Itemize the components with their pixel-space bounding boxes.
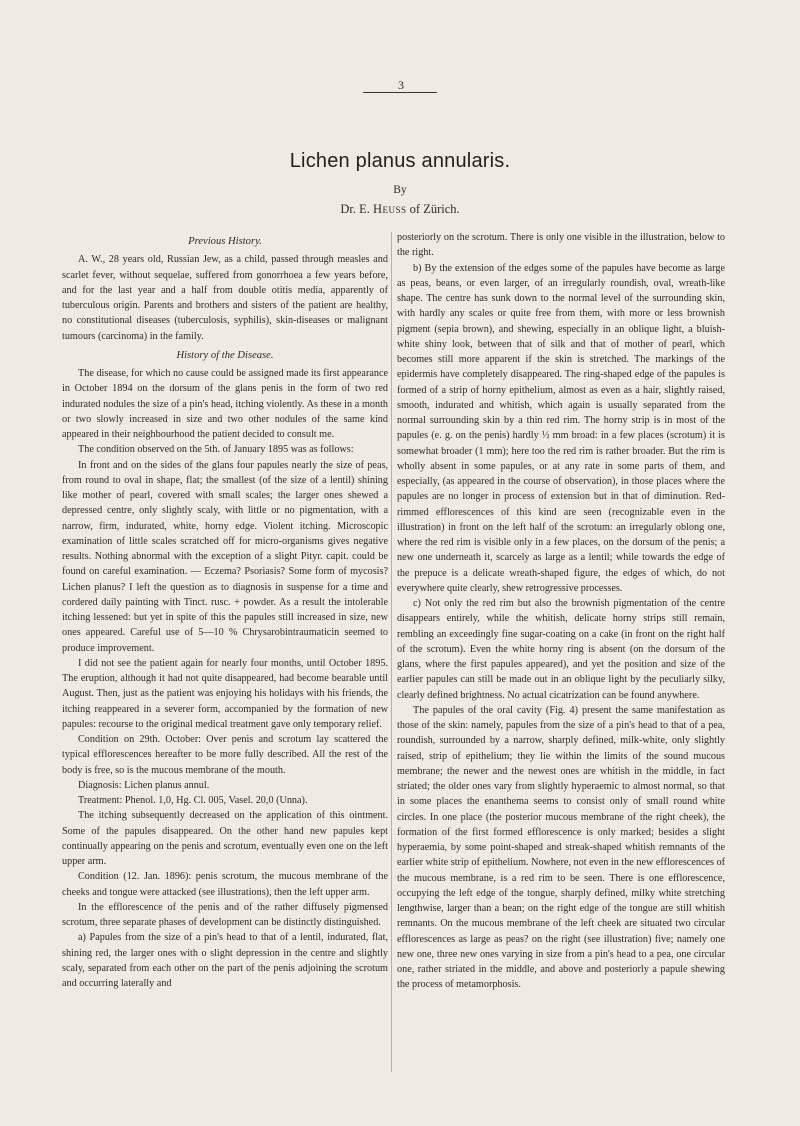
paragraph: Diagnosis: Lichen planus annul. [78, 779, 210, 791]
author-name: Heuss [372, 202, 407, 216]
byline: By [393, 184, 407, 196]
paragraph: In the efflorescence of the penis and of the rather diffusely pigmensed scrotum, three separate phases of development can be distinctly distinguished. [62, 901, 388, 928]
page-number: 3 [398, 78, 404, 92]
page-number-rule [363, 92, 437, 93]
paragraph: In front and on the sides of the glans four papules nearly the size of peas, from round to oval in shape, flat; the smallest (of the size of a lentil) shining like mother of pearl, covered with small scales; the larger ones shewed a depressed centre, only slightly scaly, with little or no pigmentation, with a narrow, firm, indurated, white, horny edge. Violent itching. Microscopic examination of little scales scratched off for micro-organisms gives negative results. Nothing abnormal with the exception of a slight Pityr. capit. could be found on careful examination. — Eczema? Psoriasis? Some form of mycosis? Lichen planus? I left the question as to diagnosis in suspense for a time and cordered daily painting with Tinct. rusc. + powder. As a result the intolerable itching lessened: but yet in spite of this the papules still increased in size, new ones appeared. Careful use of 5—10 % Chrysarobintraumaticin seemed to produce improvement. [62, 459, 388, 654]
paragraph: The papules of the oral cavity (Fig. 4) present the same manifestation as those of the skin: namely, papules from the size of a pin's head to that of a pea, roundish, surrounded by a narrow, sharply defined, milk-white, only slightly raised, strip of epithelium; they lie within the limits of the sound mucous membrane; the newer and the newest ones are whitish in the middle, in fact striated; the older ones vary from slightly hyperaemic to almost normal, so that in some places the enanthema seems to consist only of small round white circles. In one place (the posterior mucous membrane of the right cheek), the formation of the first formed efflorescence is only marked; besides a slight hyperaemia, by some point-shaped and streak-shaped whitish remnants of the earlier white strip of epithelium. Nowhere, not even in the new efflorescences of the mucous membrane, is a red rim to be seen. There is one efflorescence, occupying the left edge of the tongue, sharply defined, milky white stretching lengthwise, larger than a bean; on the right edge of the tongue are still whitish remnants. On the mucous membrane of the left cheek are situated two circular efflorescences as large as peas? on the right (see illustration) five; namely one new one, three new ones varying in size from a pin's head to a pea, one circular one, rather striated in the middle, and above and posteriorly a papule shewing the process of metamorphosis. [397, 704, 725, 991]
paragraph: b) By the extension of the edges some of the papules have become as large as peas, beans, or even larger, of an irregularly roundish, oval, wreath-like shape. The centre has sunk down to the normal level of the surrounding skin, with hardly any scales or quite free from them, with more or less brownish pigment (sepia brown), and shewing, especially in an oblique light, a bluish-white shiny look, between that of silk and that of mother of pearl, which becomes still more apparent if the skin is stretched. The markings of the epidermis have completely disappeared. The ring-shaped edge of the papules is formed of a strip of horny epithelium, almost as even as a hair, slightly raised, smooth, indurated and whitish, which again is usually separated from the normal surrounding skin by a thin red rim. The horny strip is in most of the papules (e. g. on the penis) hardly ½ mm broad: in a few places (scrotum) it is somewhat broader (1 mm); here too the red rim is rather broader. But the rim is wholly absent in some papules, or at any rate in some parts of them, and especially, (as appeared in the course of observation), in those places where the papules are no longer in process of extension but in that of diminution. Red-rimmed efflorescences of this kind are seen (recognizable even in the illustration) in front on the left half of the scrotum: an irregularly oblong one, where the red rim is visible only in a few places, on the dorsum of the penis; a new one underneath it, scarcely as large as a lentil; while towards the edge of the prepuce is a delicate wreath-shaped figure, the edges of which, do not everywhere quite clearly, shew retrogressive processes. [397, 262, 725, 594]
paragraph: posteriorly on the scrotum. There is only one visible in the illustration, below to the right. [397, 232, 725, 259]
author-prefix: Dr. E. [340, 202, 370, 216]
column-divider [391, 232, 392, 1072]
paragraph: Treatment: Phenol. 1,0, Hg. Cl. 005, Vasel. 20,0 (Unna). [78, 795, 308, 806]
paragraph: A. W., 28 years old, Russian Jew, as a child, passed through measles and scarlet fever, without sequelae, suffered from gonorrhoea a few years before, and for the last year and a half from double otitis media, apparently of tuberculous origin. Parents and brothers and sisters of the patient are healthy, no constitutional diseases (tuberculosis, syphilis), skin-diseases or malignant tumours (carcinoma) in the family. [62, 254, 388, 342]
article-title: Lichen planus annularis. [289, 150, 511, 172]
right-column [397, 230, 725, 993]
left-column [62, 234, 388, 991]
paragraph: The disease, for which no cause could be assigned made its first appearance in October 1894 on the dorsum of the glans penis in the form of two red indurated nodules the size of a pin's head, itching violently. As these in a month or two slowly increased in size and two other nodules of the same kind appeared in their neighbourhood the patient decided to consult me. [62, 368, 388, 440]
author-line [0, 202, 800, 217]
author-suffix: of Zürich. [409, 202, 460, 216]
paragraph: The itching subsequently decreased on the application of this ointment. Some of the papules disappeared. On the other hand new papules kept continually appearing on the penis and scrotum, eventually even one on the left upper arm. [62, 810, 388, 867]
paragraph: Condition on 29th. October: Over penis and scrotum lay scattered the typical efflorescences hereafter to be more fully described. All the rest of the body is free, so is the mucous membrane of the mouth. [62, 734, 388, 776]
paragraph: c) Not only the red rim but also the brownish pigmentation of the centre disappears entirely, while the whitish, delicate horny strips still remain, rembling an exceedingly fine sugar-coating on a cake (in front on the right half of the scrotum). Even the white horny ring is absent (on the dorsum of the glans, where the first papules appeared), and yet the position and size of the earlier papules can still be made out in an oblique light by the peculiarly silky, clearly defined brightness. No actual cicatrization can be found anywhere. [397, 598, 725, 701]
paragraph: I did not see the patient again for nearly four months, until October 1895. The eruption, although it had not quite disappeared, had become bearable until August. Then, just as the patient was enjoying his holidays with his friends, the itching reappeared in a severer form, accompanied by the formation of new papules: recourse to the original medical treatment gave only temporary relief. [62, 657, 388, 730]
section-heading-previous-history: Previous History. [188, 236, 262, 247]
paragraph: The condition observed on the 5th. of January 1895 was as follows: [78, 444, 354, 456]
paragraph: Condition (12. Jan. 1896): penis scrotum, the mucous membrane of the cheeks and tongue were attacked (see illustrations), then the left upper arm. [62, 871, 388, 898]
section-heading-history-of-disease: History of the Disease. [176, 349, 274, 361]
paragraph: a) Papules from the size of a pin's head to that of a lentil, indurated, flat, shining red, the larger ones with o slight depression in the centre and slightly scaly, separated from each other on the part of the penis adjoining the scrotum and occurring laterally and [62, 932, 388, 989]
